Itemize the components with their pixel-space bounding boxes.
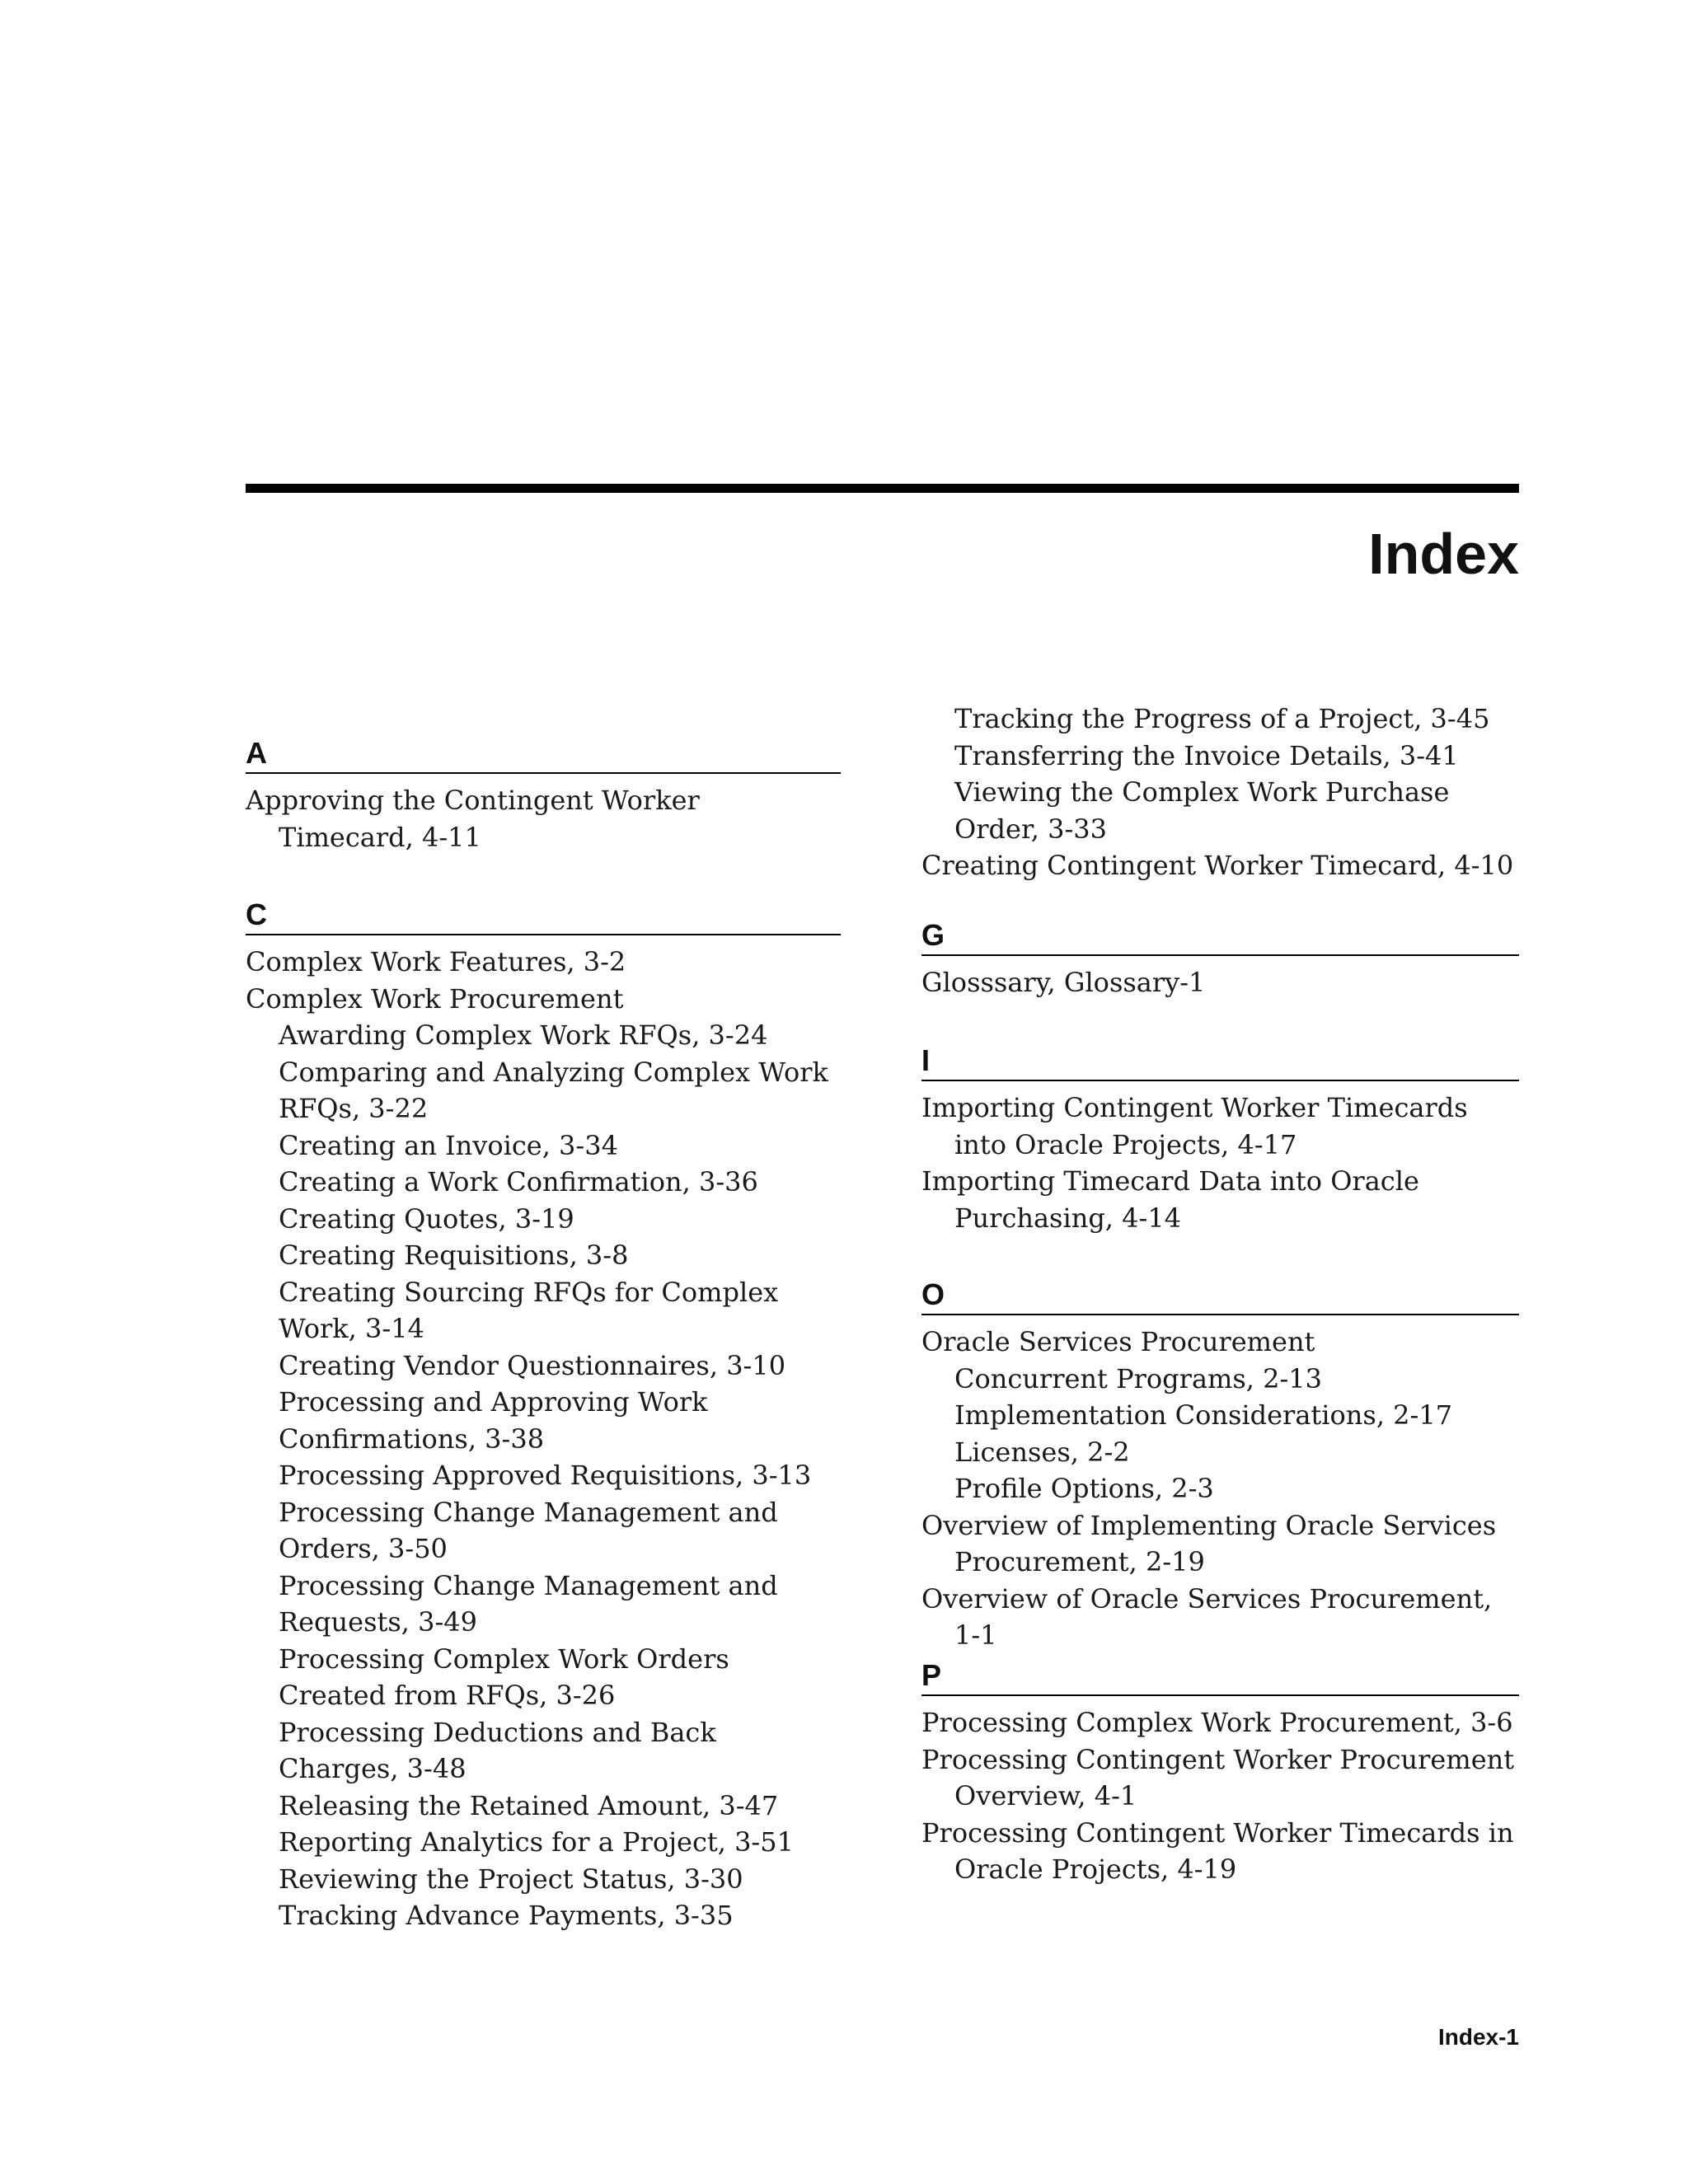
index-section-continued [921, 701, 1519, 884]
title-rule [246, 484, 1519, 493]
section-letter: A [246, 736, 841, 774]
index-section-o [921, 1277, 1519, 1654]
section-letter: P [921, 1658, 1519, 1696]
index-subentry: Creating Requisitions, 3-8 [279, 1240, 629, 1271]
index-subentry: Transferring the Invoice Details, 3-41 [954, 739, 1459, 771]
index-section-p [921, 1658, 1519, 1888]
index-subentry: Processing Approved Requisitions, 3-13 [279, 1460, 812, 1491]
index-entry: Processing Contingent Worker Procurement Overview, 4-1 [921, 1743, 1515, 1811]
index-subentry: Processing Deductions and Back Charges, 3-48 [279, 1716, 716, 1784]
index-subentry: Licenses, 2-2 [954, 1436, 1130, 1468]
index-entry: Importing Timecard Data into Oracle Purchasing, 4-14 [921, 1165, 1419, 1234]
index-entry: Glosssary, Glossary-1 [921, 967, 1206, 998]
index-section-g [921, 918, 1519, 1001]
index-section-c [246, 898, 841, 1934]
index-entry: Oracle Services Procurement [921, 1326, 1315, 1357]
index-subentry: Releasing the Retained Amount, 3-47 [279, 1789, 779, 1821]
index-subentry: Tracking the Progress of a Project, 3-45 [954, 703, 1490, 734]
index-section-i [921, 1043, 1519, 1236]
index-subentry: Processing Change Management and Orders, 3-50 [279, 1496, 778, 1564]
index-subentry: Creating a Work Confirmation, 3-36 [279, 1166, 758, 1197]
index-entry: Complex Work Features, 3-2 [246, 946, 626, 977]
index-subentry: Reporting Analytics for a Project, 3-51 [279, 1826, 794, 1858]
page-title: Index [1368, 522, 1519, 586]
index-subentry: Viewing the Complex Work Purchase Order, 3-33 [954, 776, 1450, 845]
section-letter: I [921, 1043, 1519, 1081]
index-entry: Processing Complex Work Procurement, 3-6 [921, 1707, 1513, 1738]
index-entry: Overview of Implementing Oracle Services Procurement, 2-19 [921, 1509, 1497, 1577]
index-entry: Creating Contingent Worker Timecard, 4-10 [921, 850, 1514, 881]
index-subentry: Profile Options, 2-3 [954, 1473, 1214, 1504]
index-subentry: Processing Complex Work Orders Created from RFQs, 3-26 [279, 1643, 729, 1711]
index-entry: Approving the Contingent Worker Timecard, 4-11 [246, 785, 700, 853]
index-subentry: Concurrent Programs, 2-13 [954, 1362, 1323, 1394]
index-subentry: Comparing and Analyzing Complex Work RFQs, 3-22 [279, 1056, 828, 1124]
index-entry: Complex Work Procurement [246, 982, 624, 1015]
index-subentry: Reviewing the Project Status, 3-30 [279, 1863, 743, 1895]
index-subentry: Creating Quotes, 3-19 [279, 1202, 574, 1235]
index-entry: Overview of Oracle Services Procurement, 1-1 [921, 1582, 1493, 1651]
page-footer: Index-1 [1437, 2024, 1519, 2050]
section-letter: G [921, 918, 1519, 956]
index-subentry: Processing and Approving Work Confirmations, 3-38 [279, 1386, 708, 1455]
index-entry: Importing Contingent Worker Timecards into Oracle Projects, 4-17 [921, 1092, 1468, 1160]
index-subentry: Tracking Advance Payments, 3-35 [279, 1900, 734, 1931]
index-subentry: Implementation Considerations, 2-17 [954, 1399, 1453, 1431]
section-letter: C [246, 898, 841, 935]
index-subentry: Creating Sourcing RFQs for Complex Work, 3-14 [279, 1276, 779, 1344]
section-letter: O [921, 1277, 1519, 1315]
index-section-a [246, 736, 841, 855]
index-entry: Processing Contingent Worker Timecards in Oracle Projects, 4-19 [921, 1816, 1514, 1885]
index-subentry: Awarding Complex Work RFQs, 3-24 [279, 1019, 768, 1051]
index-subentry: Processing Change Management and Requests, 3-49 [279, 1569, 778, 1638]
index-subentry: Creating an Invoice, 3-34 [279, 1129, 618, 1161]
index-subentry: Creating Vendor Questionnaires, 3-10 [279, 1349, 786, 1381]
